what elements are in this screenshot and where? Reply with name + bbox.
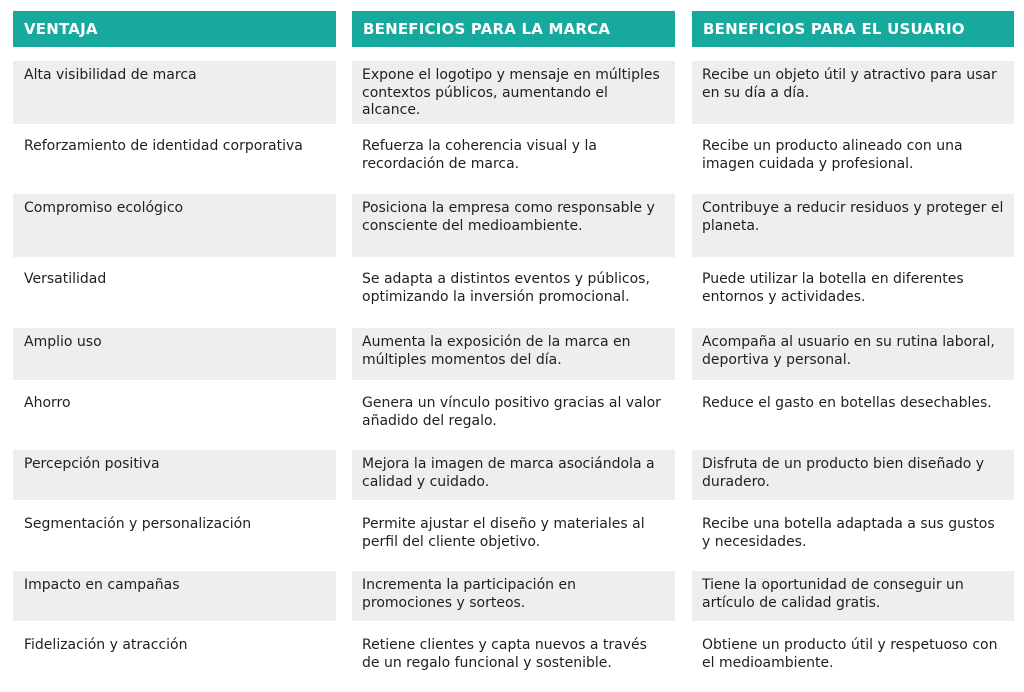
cell-beneficio-marca: Genera un vínculo positivo gracias al valor añadido del regalo. <box>362 395 661 429</box>
cell-beneficio-marca: Retiene clientes y capta nuevos a través de un regalo funcional y sostenible. <box>362 637 647 671</box>
cell-ventaja: Ahorro <box>24 395 71 411</box>
cell-ventaja: Fidelización y atracción <box>24 637 188 653</box>
header-beneficios-usuario: BENEFICIOS PARA EL USUARIO <box>692 11 1014 47</box>
cell-beneficio-usuario: Reduce el gasto en botellas desechables. <box>702 395 992 411</box>
cell-beneficio-marca: Refuerza la coherencia visual y la recordación de marca. <box>362 138 597 172</box>
cell-beneficio-usuario: Recibe una botella adaptada a sus gustos y necesidades. <box>702 516 995 550</box>
cell-beneficio-usuario: Recibe un objeto útil y atractivo para usar en su día a día. <box>692 61 1014 124</box>
cell-beneficio-marca: Aumenta la exposición de la marca en múltiples momentos del día. <box>352 328 675 380</box>
cell-beneficio-marca: Posiciona la empresa como responsable y consciente del medioambiente. <box>352 194 675 257</box>
cell-ventaja: Impacto en campañas <box>13 571 336 621</box>
cell-ventaja: Alta visibilidad de marca <box>13 61 336 124</box>
cell-beneficio-marca: Permite ajustar el diseño y materiales al perfil del cliente objetivo. <box>362 516 645 550</box>
cell-beneficio-usuario: Disfruta de un producto bien diseñado y duradero. <box>692 450 1014 500</box>
cell-beneficio-usuario: Puede utilizar la botella en diferentes entornos y actividades. <box>702 271 964 305</box>
cell-ventaja: Segmentación y personalización <box>24 516 252 532</box>
cell-ventaja: Amplio uso <box>13 328 336 380</box>
cell-beneficio-marca: Incrementa la participación en promociones y sorteos. <box>352 571 675 621</box>
cell-beneficio-marca: Mejora la imagen de marca asociándola a calidad y cuidado. <box>352 450 675 500</box>
cell-beneficio-usuario: Obtiene un producto útil y respetuoso con el medioambiente. <box>702 637 998 671</box>
cell-beneficio-usuario: Recibe un producto alineado con una imagen cuidada y profesional. <box>702 138 963 172</box>
cell-beneficio-marca: Expone el logotipo y mensaje en múltiples contextos públicos, aumentando el alcance. <box>352 61 675 124</box>
cell-ventaja: Reforzamiento de identidad corporativa <box>24 138 303 154</box>
cell-ventaja: Versatilidad <box>24 271 107 287</box>
cell-beneficio-usuario: Contribuye a reducir residuos y proteger el planeta. <box>692 194 1014 257</box>
cell-beneficio-usuario: Tiene la oportunidad de conseguir un artículo de calidad gratis. <box>692 571 1014 621</box>
header-beneficios-marca: BENEFICIOS PARA LA MARCA <box>352 11 675 47</box>
header-ventaja: VENTAJA <box>13 11 336 47</box>
cell-beneficio-marca: Se adapta a distintos eventos y públicos, optimizando la inversión promocional. <box>362 271 650 305</box>
cell-beneficio-usuario: Acompaña al usuario en su rutina laboral, deportiva y personal. <box>692 328 1014 380</box>
cell-ventaja: Compromiso ecológico <box>13 194 336 257</box>
cell-ventaja: Percepción positiva <box>13 450 336 500</box>
